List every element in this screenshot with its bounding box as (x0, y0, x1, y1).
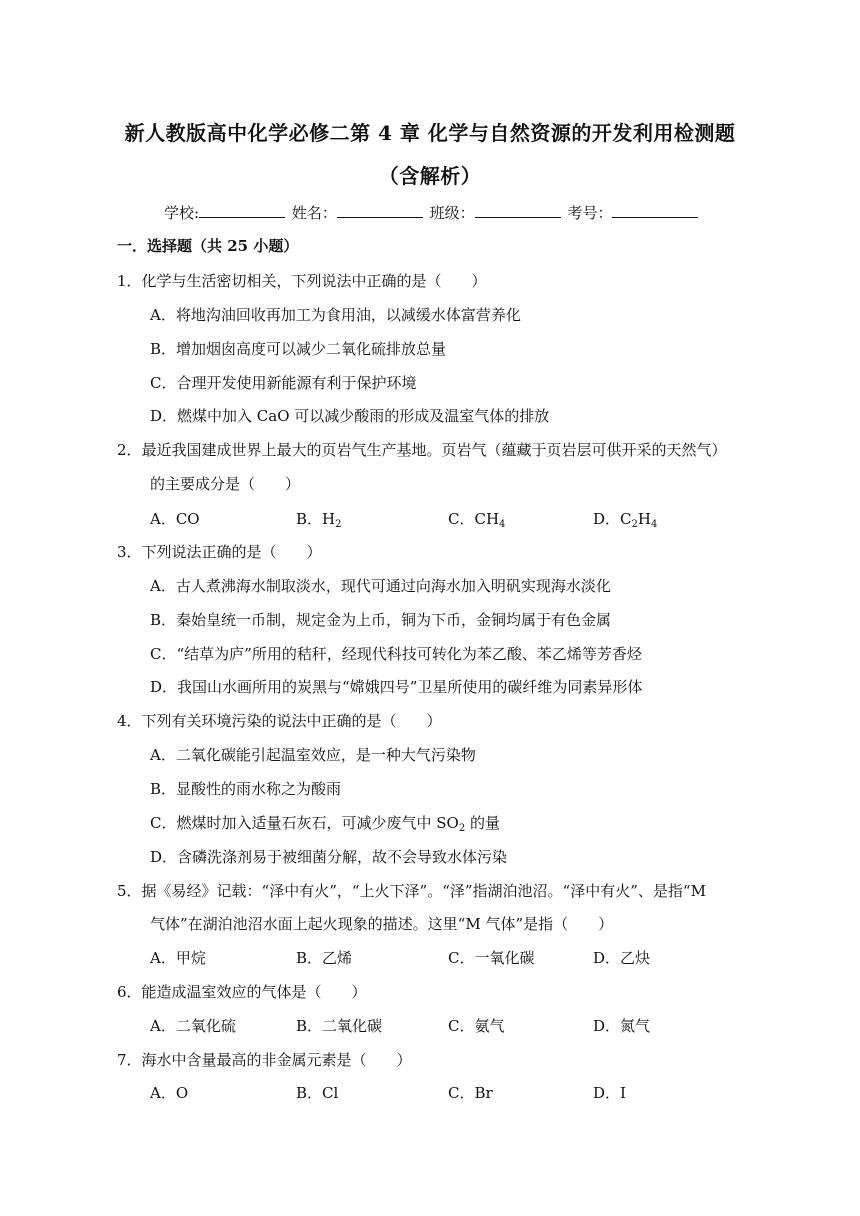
question-4-option-d: D．含磷洗涤剂易于被细菌分解，故不会导致水体污染 (150, 848, 508, 866)
question-1-option-a: A．将地沟油回收再加工为食用油，以减缓水体富营养化 (150, 306, 521, 324)
question-2-option-a: A．CO (150, 510, 200, 528)
question-4-option-b: B．显酸性的雨水称之为酸雨 (150, 780, 342, 798)
question-5-option-d: D．乙炔 (593, 949, 651, 967)
question-3-option-d: D．我国山水画所用的炭黑与“嫦娥四号”卫星所使用的碳纤维为同素异形体 (150, 678, 643, 696)
question-7-option-c: C．Br (448, 1084, 493, 1102)
question-7-option-a: A．O (150, 1084, 189, 1102)
class-label: 班级： (429, 204, 475, 222)
question-7-stem: 7．海水中含量最高的非金属元素是（ ） (117, 1051, 412, 1069)
question-1-stem: 1．化学与生活密切相关，下列说法中正确的是（ ） (117, 272, 487, 290)
question-6-option-d: D．氮气 (593, 1017, 651, 1035)
section-heading: 一．选择题（共 25 小题） (117, 237, 299, 255)
question-5-option-c: C．一氧化碳 (448, 949, 535, 967)
question-3-option-c: C．“结草为庐”所用的秸秆，经现代科技可转化为苯乙酸、苯乙烯等芳香烃 (150, 645, 642, 663)
question-5-stem-cont: 气体”在湖泊池沼水面上起火现象的描述。这里“M 气体”是指（ ） (150, 915, 614, 933)
question-4-option-a: A．二氧化碳能引起温室效应，是一种大气污染物 (150, 746, 476, 764)
question-5-stem: 5．据《易经》记载：“泽中有火”，“上火下泽”。“泽”指湖泊池沼。“泽中有火”、是指“M (117, 882, 706, 900)
number-label: 考号： (567, 204, 613, 222)
question-2-stem-cont: 的主要成分是（ ） (150, 475, 301, 493)
student-info-line (164, 202, 700, 223)
question-6-option-b: B．二氧化碳 (296, 1017, 383, 1035)
question-3-option-b: B．秦始皇统一币制，规定金为上币，铜为下币，金铜均属于有色金属 (150, 611, 612, 629)
question-1-option-c: C．合理开发使用新能源有利于保护环境 (150, 374, 417, 392)
question-2-option-c: C．$CH_4$ (448, 510, 506, 530)
question-3-option-a: A．古人煮沸海水制取淡水，现代可通过向海水加入明矾实现海水淡化 (150, 577, 611, 595)
name-blank (337, 204, 423, 218)
document-subtitle: （含解析） (378, 164, 482, 188)
name-label: 姓名： (291, 204, 337, 222)
question-5-option-a: A．甲烷 (150, 949, 206, 967)
question-6-stem: 6．能造成温室效应的气体是（ ） (117, 983, 367, 1001)
number-blank (612, 204, 698, 218)
question-3-stem: 3．下列说法正确的是（ ） (117, 543, 322, 561)
question-4-option-c: C．燃煤时加入适量石灰石，可减少废气中 $SO_2$ 的量 (150, 814, 500, 834)
question-1-option-d: D．燃煤中加入 CaO 可以减少酸雨的形成及温室气体的排放 (150, 407, 550, 425)
question-2-option-b: B．$H_2$ (296, 510, 342, 530)
question-7-option-b: B．Cl (296, 1084, 339, 1102)
question-7-option-d: D．I (593, 1084, 626, 1102)
question-1-option-b: B．增加烟囱高度可以减少二氧化硫排放总量 (150, 340, 447, 358)
question-2-stem: 2．最近我国建成世界上最大的页岩气生产基地。页岩气（蕴藏于页岩层可供开采的天然气） (117, 441, 727, 459)
school-blank (199, 204, 285, 218)
class-blank (475, 204, 561, 218)
question-6-option-a: A．二氧化硫 (150, 1017, 236, 1035)
question-6-option-c: C．氨气 (448, 1017, 505, 1035)
question-2-option-d: D．$C_2H_4$ (593, 510, 658, 530)
question-4-stem: 4．下列有关环境污染的说法中正确的是（ ） (117, 712, 442, 730)
question-5-option-b: B．乙烯 (296, 949, 353, 967)
school-label: 学校: (164, 204, 200, 222)
document-title: 新人教版高中化学必修二第 4 章 化学与自然资源的开发利用检测题 (124, 121, 736, 145)
